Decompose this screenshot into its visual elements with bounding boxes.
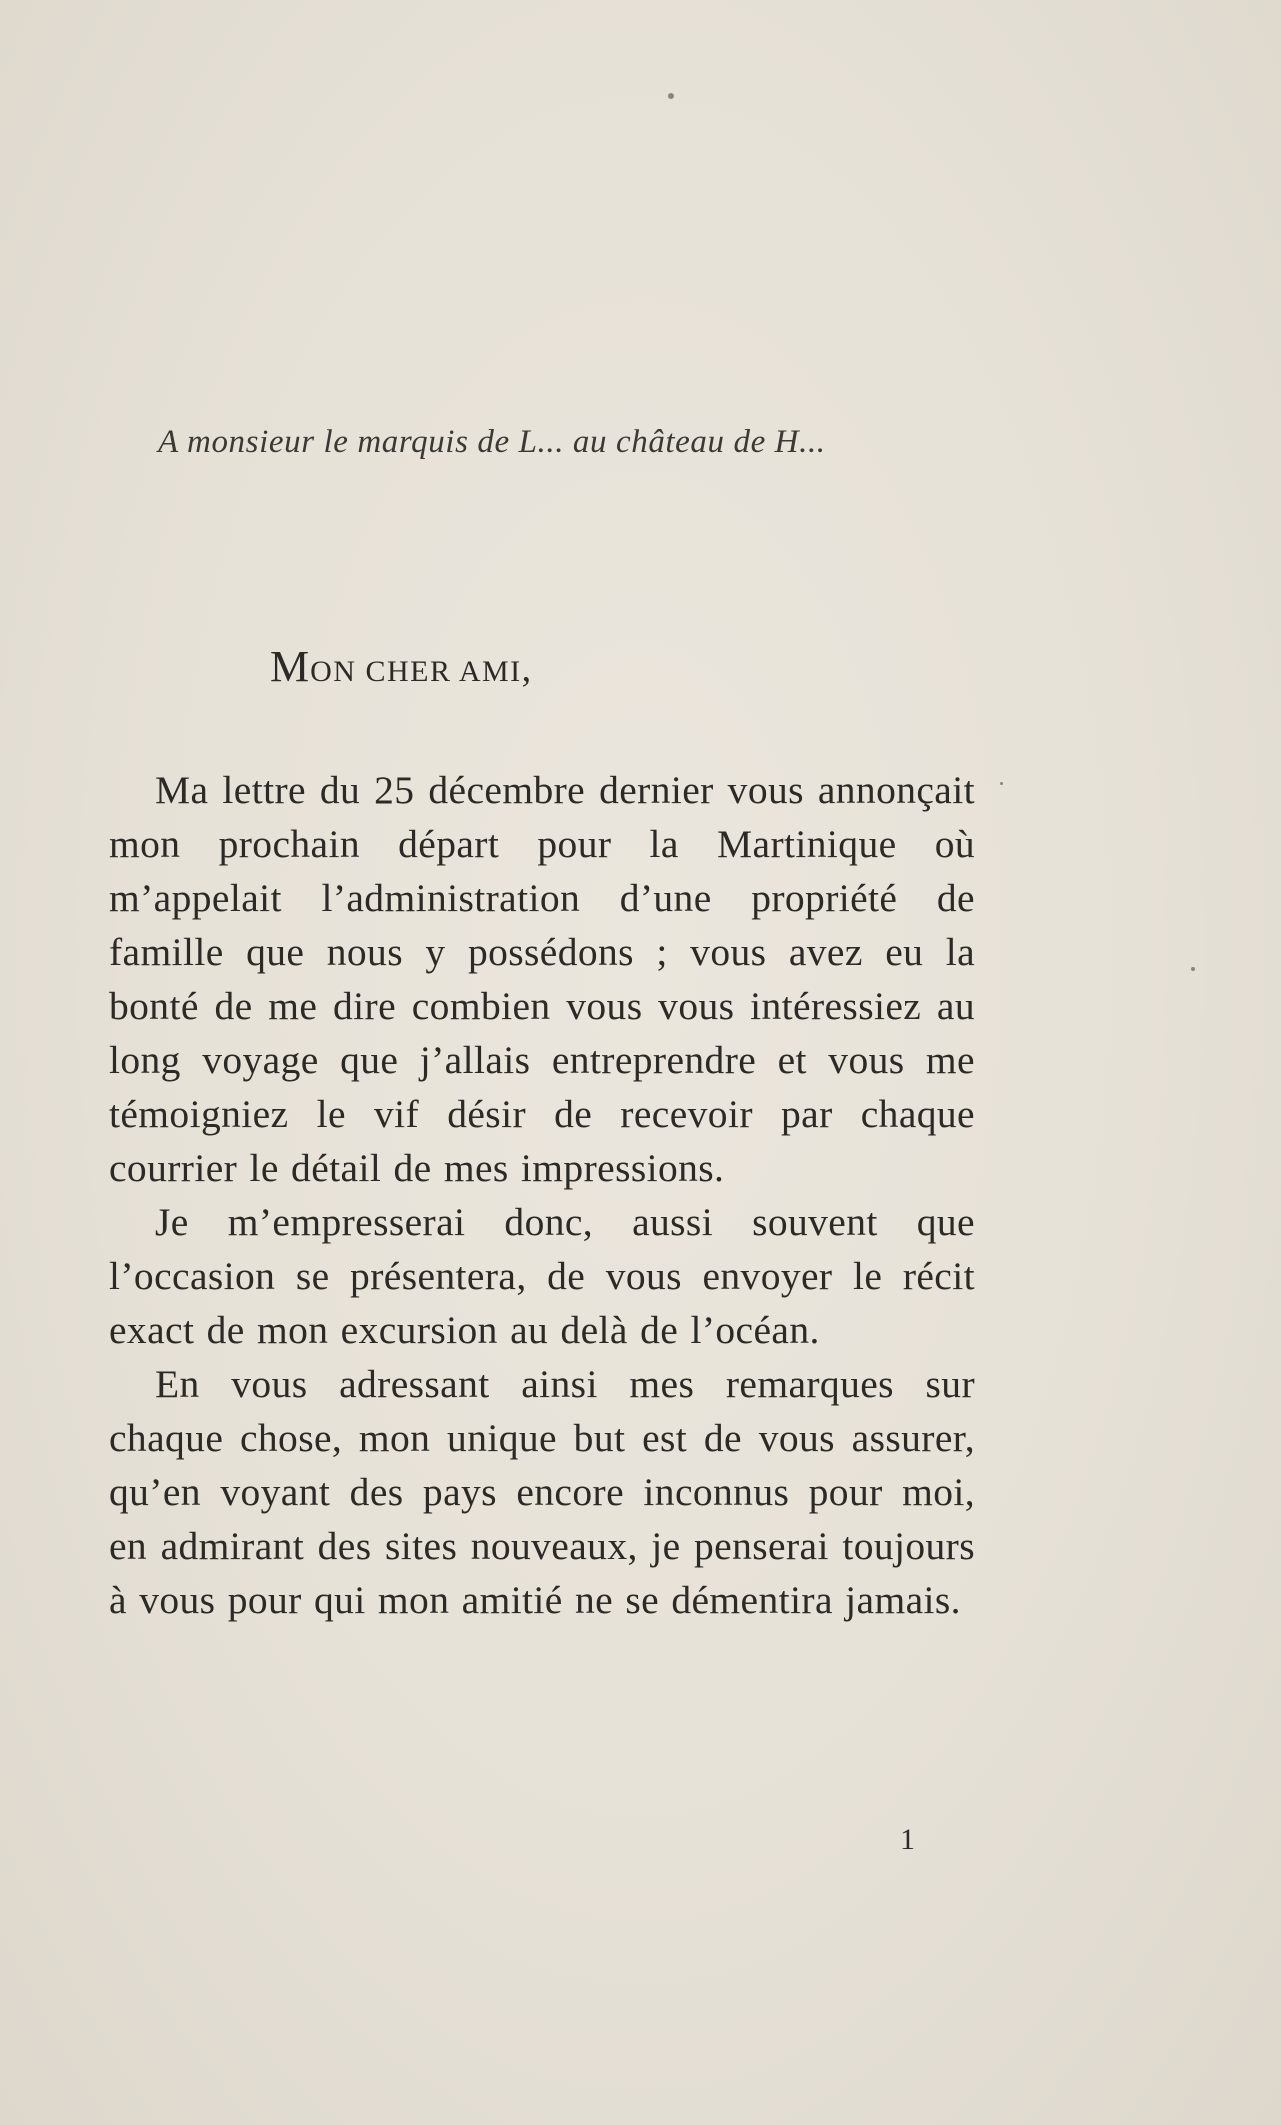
dedication-line: A monsieur le marquis de L... au château de H... — [158, 424, 826, 460]
paragraph: Ma lettre du 25 décembre dernier vous annonçait mon prochain départ pour la Martinique où m’appelait l’administration d’une propriété de famille que nous y possédons ; vous avez eu la bonté de me dire combien vous vous intéressiez au long voyage que j’allais entreprendre et vous me témoigniez le vif désir de recevoir par chaque courrier le détail de mes impressions. — [109, 768, 975, 1190]
greeting-smallcaps: CHER AMI — [365, 655, 522, 688]
paragraph: Je m’empresserai donc, aussi souvent que l’occasion se présentera, de vous envoyer le récit exact de mon excursion au delà de l’océan. — [109, 1200, 975, 1352]
letter-body — [109, 763, 975, 1627]
paragraph: En vous adressant ainsi mes remarques sur chaque chose, mon unique but est de vous assurer, qu’en voyant des pays encore inconnus pour moi, en admirant des sites nouveaux, je penserai toujours à vous pour qui mon amitié ne se démentira jamais. — [109, 1362, 975, 1622]
paper-speck — [668, 93, 674, 99]
greeting-rest: ON — [310, 655, 366, 688]
page-number: 1 — [900, 1823, 915, 1856]
greeting-comma: , — [521, 648, 533, 690]
letter-greeting — [270, 641, 532, 692]
paper-speck — [1191, 967, 1195, 971]
paper-speck — [1000, 782, 1003, 785]
greeting-initial: M — [270, 642, 311, 691]
